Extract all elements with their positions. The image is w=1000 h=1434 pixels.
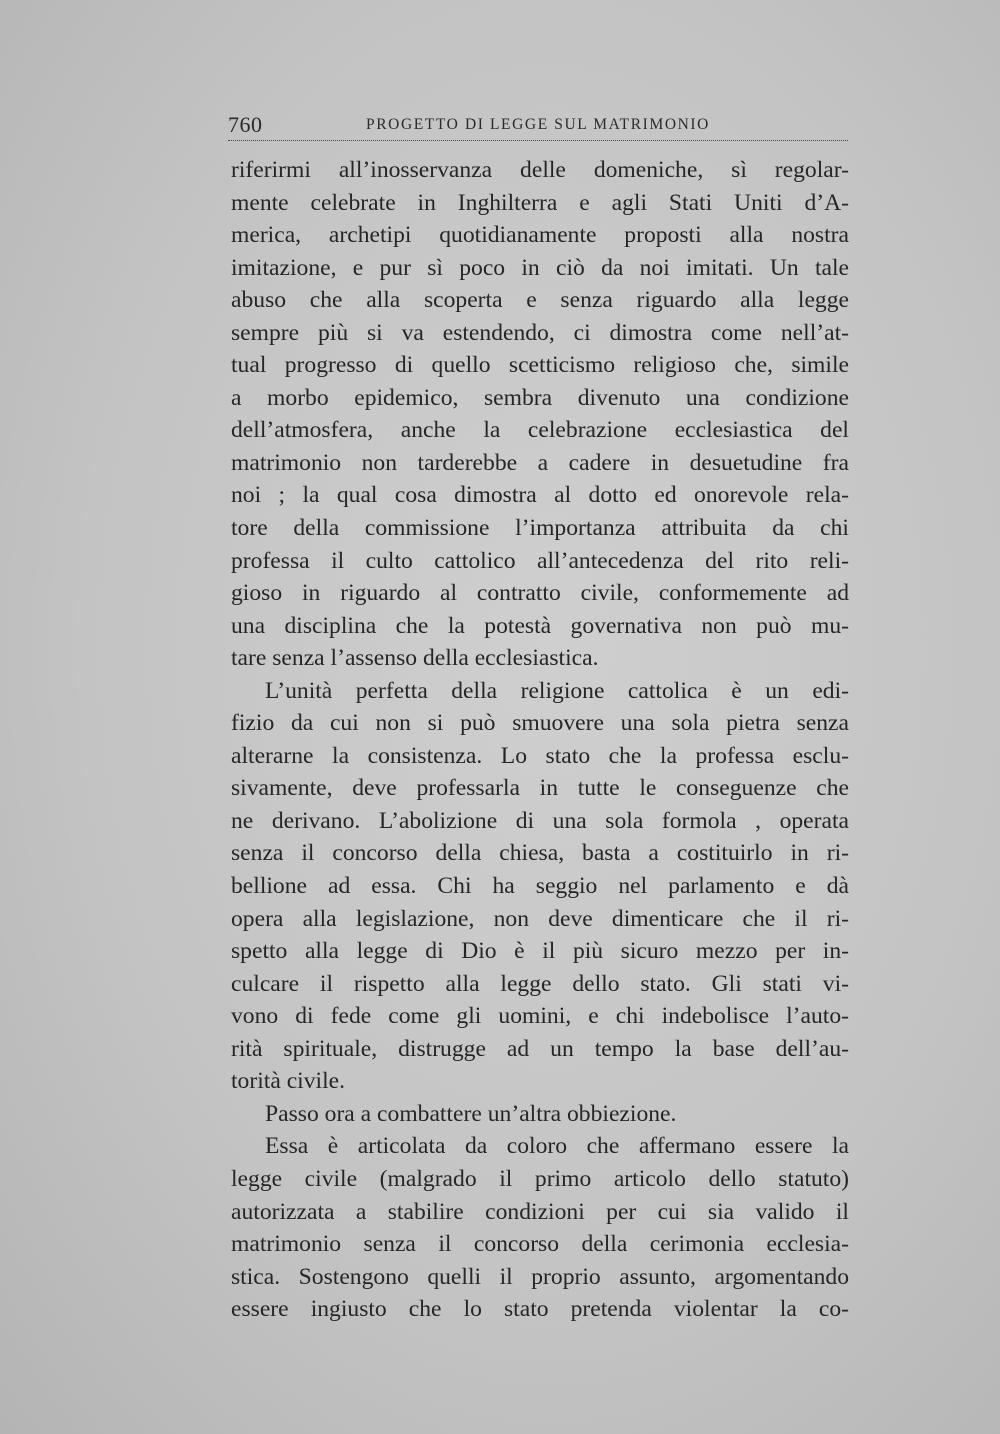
text-line: professa il culto cattolico all’antecedenza del rito reli- — [231, 547, 849, 574]
text-line: una disciplina che la potestà governativa non può mu- — [231, 612, 849, 639]
text-line: tual progresso di quello scetticismo religioso che, simile — [231, 352, 849, 379]
text-line: matrimonio senza il concorso della cerimonia ecclesia- — [231, 1231, 849, 1258]
text-line: stica. Sostengono quelli il proprio assunto, argomentando — [231, 1263, 849, 1290]
running-title: PROGETTO DI LEGGE SUL MATRIMONIO — [366, 116, 710, 133]
body-text — [231, 154, 849, 1326]
text-line: culcare il rispetto alla legge dello stato. Gli stati vi- — [231, 970, 849, 997]
text-line: ne derivano. L’abolizione di una sola formola , operata — [231, 807, 849, 834]
header-rule — [228, 140, 848, 141]
text-line: fizio da cui non si può smuovere una sola pietra senza — [231, 710, 849, 737]
text-line: merica, archetipi quotidianamente proposti alla nostra — [231, 222, 849, 249]
text-line: rità spirituale, distrugge ad un tempo la base dell’au- — [231, 1035, 849, 1062]
text-line: a morbo epidemico, sembra divenuto una condizione — [231, 384, 849, 411]
paragraph-start-line: L’unità perfetta della religione cattolica è un edi- — [265, 677, 849, 704]
text-line: bellione ad essa. Chi ha seggio nel parlamento e dà — [231, 873, 849, 900]
text-line: sempre più si va estendendo, ci dimostra come nell’at- — [231, 319, 849, 346]
paragraph-end-line: torità civile. — [231, 1068, 345, 1095]
text-line: mente celebrate in Inghilterra e agli Stati Uniti d’A- — [231, 189, 849, 216]
page-number: 760 — [228, 112, 263, 137]
text-line: spetto alla legge di Dio è il più sicuro mezzo per in- — [231, 938, 849, 965]
text-line: abuso che alla scoperta e senza riguardo alla legge — [231, 287, 849, 314]
text-line: dell’atmosfera, anche la celebrazione ecclesiastica del — [231, 417, 849, 444]
text-line: senza il concorso della chiesa, basta a costituirlo in ri- — [231, 840, 849, 867]
text-line: tore della commissione l’importanza attribuita da chi — [231, 515, 849, 542]
text-line: matrimonio non tarderebbe a cadere in desuetudine fra — [231, 449, 849, 476]
paragraph-start-line: Essa è articolata da coloro che affermano essere la — [265, 1133, 849, 1160]
text-line: essere ingiusto che lo stato pretenda violentar la co- — [231, 1296, 849, 1323]
text-line: alterarne la consistenza. Lo stato che la professa esclu- — [231, 742, 849, 769]
text-line: gioso in riguardo al contratto civile, conformemente ad — [231, 580, 849, 607]
text-line: riferirmi all’inosservanza delle domeniche, sì regolar- — [231, 157, 849, 183]
paragraph-single-line: Passo ora a combattere un’altra obbiezione. — [265, 1100, 677, 1127]
paragraph-end-line: tare senza l’assenso della ecclesiastica. — [231, 645, 599, 672]
text-line: sivamente, deve professarla in tutte le conseguenze che — [231, 775, 849, 802]
text-line: legge civile (malgrado il primo articolo dello statuto) — [231, 1165, 849, 1192]
text-line: autorizzata a stabilire condizioni per cui sia valido il — [231, 1198, 849, 1225]
text-line: imitazione, e pur sì poco in ciò da noi imitati. Un tale — [231, 254, 849, 281]
text-line: vono di fede come gli uomini, e chi indebolisce l’auto- — [231, 1003, 849, 1030]
text-line: opera alla legislazione, non deve dimenticare che il ri- — [231, 905, 849, 932]
text-line: noi ; la qual cosa dimostra al dotto ed onorevole rela- — [231, 482, 849, 509]
